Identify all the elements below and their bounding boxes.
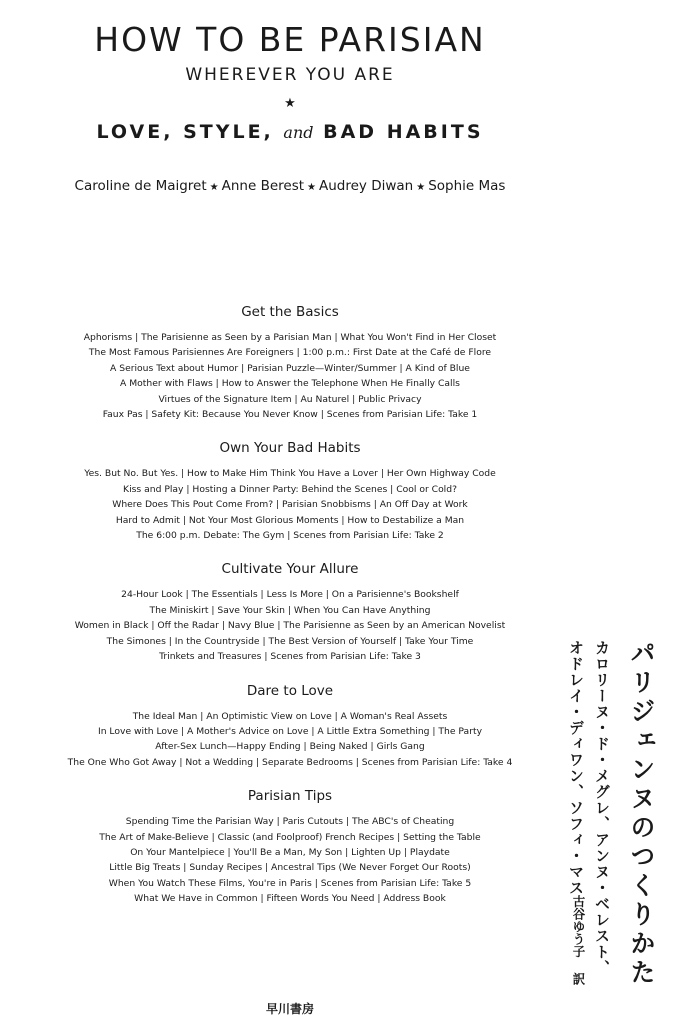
toc-line: When You Watch These Films, You're in Paris | Scenes from Parisian Life: Take 5 — [108, 877, 472, 889]
toc-line: The 6:00 p.m. Debate: The Gym | Scenes from Parisian Life: Take 2 — [136, 530, 444, 542]
author-name: Anne Berest — [221, 178, 305, 194]
japanese-translator: 古谷ゆう子 訳 — [571, 895, 586, 985]
toc-line: Little Big Treats | Sunday Recipes | Ancestral Tips (We Never Forget Our Roots) — [109, 862, 471, 874]
toc-line: The One Who Got Away | Not a Wedding | Separate Bedrooms | Scenes from Parisian Life: Take 4 — [67, 756, 513, 768]
star-separator: ★ — [416, 182, 426, 193]
japanese-title: パリジェンヌのつくりかた — [627, 640, 656, 988]
toc-line: The Art of Make-Believe | Classic (and Foolproof) French Recipes | Setting the Table — [99, 831, 481, 843]
toc-line: Where Does This Pout Come From? | Parisian Snobbisms | An Off Day at Work — [112, 499, 468, 511]
publisher-name: 早川書房 — [265, 1002, 314, 1016]
toc-line: The Ideal Man | An Optimistic View on Love | A Woman's Real Assets — [132, 710, 448, 722]
section-title: Own Your Bad Habits — [219, 440, 361, 457]
section-tips — [40, 787, 540, 906]
toc-line: Women in Black | Off the Radar | Navy Blue | The Parisienne as Seen by an American Novelist — [74, 620, 506, 632]
section-title: Dare to Love — [246, 682, 334, 699]
toc-line: Virtues of the Signature Item | Au Naturel | Public Privacy — [158, 393, 422, 405]
author-name: Caroline de Maigret — [74, 178, 207, 194]
japanese-authors-line-1: カロリーヌ・ド・メグレ、アンヌ・ベレスト、 — [593, 640, 611, 976]
book-subtitle: WHEREVER YOU ARE — [185, 65, 395, 85]
toc-line: The Most Famous Parisiennes Are Foreigners | 1:00 p.m.: First Date at the Café de Flore — [88, 347, 492, 359]
section-title: Cultivate Your Allure — [221, 561, 359, 578]
toc-line: Aphorisms | The Parisienne as Seen by a Parisian Man | What You Won't Find in Her Closet — [83, 332, 497, 343]
toc-line: On Your Mantelpiece | You'll Be a Man, My Son | Lighten Up | Playdate — [130, 846, 450, 858]
section-basics — [40, 303, 540, 422]
toc-line: What We Have in Common | Fifteen Words You Need | Address Book — [134, 893, 446, 905]
toc-line: Kiss and Play | Hosting a Dinner Party: Behind the Scenes | Cool or Cold? — [123, 483, 457, 495]
toc-line: Trinkets and Treasures | Scenes from Parisian Life: Take 3 — [159, 651, 421, 663]
toc-line: In Love with Love | A Mother's Advice on Love | A Little Extra Something | The Party — [97, 725, 483, 737]
star-separator: ★ — [307, 182, 317, 193]
toc-line: Yes. But No. But Yes. | How to Make Him Think You Have a Lover | Her Own Highway Code — [84, 468, 496, 480]
toc-line: A Serious Text about Humor | Parisian Puzzle—Winter/Summer | A Kind of Blue — [110, 362, 470, 374]
star-separator: ★ — [209, 182, 219, 193]
toc-line: After-Sex Lunch—Happy Ending | Being Naked | Girls Gang — [155, 741, 425, 753]
toc-line: A Mother with Flaws | How to Answer the Telephone When He Finally Calls — [120, 378, 460, 390]
toc-line: 24-Hour Look | The Essentials | Less Is More | On a Parisienne's Bookshelf — [121, 589, 459, 601]
tagline-part-a: LOVE, STYLE, — [96, 121, 274, 143]
section-title: Get the Basics — [241, 304, 339, 320]
book-title: HOW TO BE PARISIAN — [94, 20, 486, 59]
section-habits — [40, 439, 540, 543]
section-love — [40, 682, 540, 771]
author-name: Sophie Mas — [428, 178, 506, 194]
author-name: Audrey Diwan — [319, 178, 414, 194]
toc-line: Spending Time the Parisian Way | Paris Cutouts | The ABC's of Cheating — [125, 816, 455, 828]
author-list — [0, 178, 580, 194]
japanese-authors-line-2: オドレイ・ディワン、ソフィ・マス — [567, 640, 585, 896]
tagline-part-b: BAD HABITS — [323, 121, 484, 143]
toc-line: The Simones | In the Countryside | The Best Version of Yourself | Take Your Time — [106, 635, 474, 647]
section-allure — [40, 560, 540, 664]
star-ornament: ★ — [284, 96, 296, 111]
toc-line: The Miniskirt | Save Your Skin | When You Can Have Anything — [149, 604, 431, 616]
section-title: Parisian Tips — [247, 788, 333, 805]
table-of-contents — [40, 303, 540, 924]
toc-line: Hard to Admit | Not Your Most Glorious Moments | How to Destabilize a Man — [115, 514, 465, 526]
tagline-and: and — [283, 123, 314, 142]
toc-line: Faux Pas | Safety Kit: Because You Never Know | Scenes from Parisian Life: Take 1 — [102, 409, 478, 421]
tagline — [0, 121, 580, 143]
